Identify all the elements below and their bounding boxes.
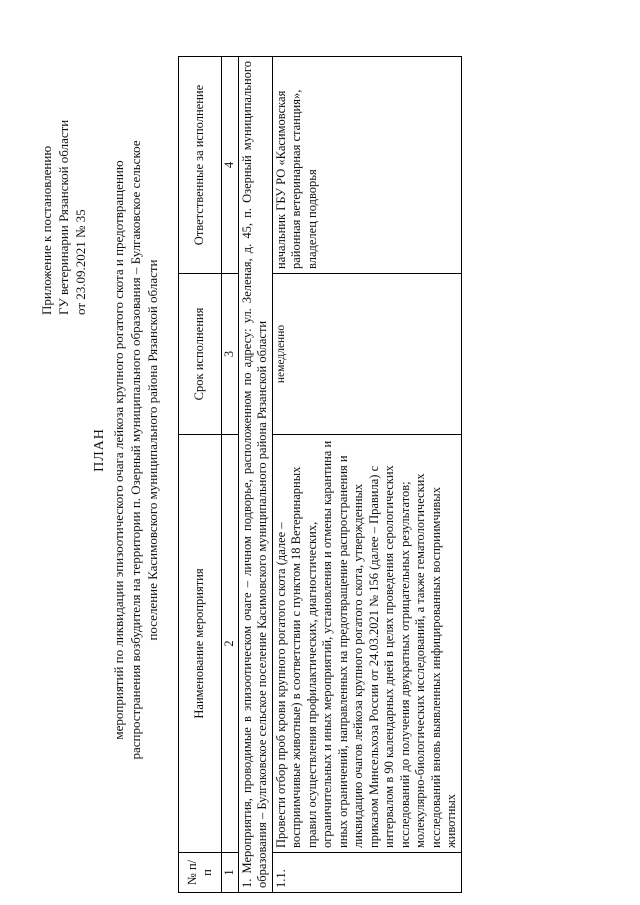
section-row <box>238 57 272 893</box>
column-number: 2 <box>222 435 239 853</box>
row-responsible: начальник ГБУ РО «Касимовская районная ветеринарная станция», владелец подворья <box>272 57 461 274</box>
column-numbers-row <box>222 57 239 893</box>
row-action: Провести отбор проб крови крупного рогатого скота (далее – восприимчивые животные) в соответствии с пунктом 18 Ветеринарных правил осуществления профилактических, диагностических, ограничительных и иных мероприятий, установления и отмены карантина и иных ограничений, направленных на предотвращение распространения и ликвидацию очагов лейкоза крупного рогатого скота, утвержденных приказом Минсельхоза России от 24.03.2021 № 156 (далее – Правила) с интервалом в 90 календарных дней в целях проведения серологических исследований до получения двукратных отрицательных результатов; молекулярно-биологических исследований, а также гематологических исследований вновь выявленных инфицированных восприимчивых животных <box>272 435 461 853</box>
table-header-row <box>179 57 222 893</box>
plan-table <box>178 56 462 893</box>
column-number: 4 <box>222 57 239 274</box>
row-number: 1.1. <box>272 853 461 893</box>
appendix-line: Приложение к постановлению <box>39 145 54 315</box>
subtitle-line: поселение Касимовского муниципального района Рязанской области <box>145 259 160 641</box>
appendix-line: от 23.09.2021 № 35 <box>73 209 88 315</box>
column-number: 1 <box>222 853 239 893</box>
subtitle-line: мероприятий по ликвидации эпизоотического очага лейкоза крупного рогатого скота и предотвращению <box>111 160 126 740</box>
row-term: немедленно <box>272 274 461 435</box>
document-title: ПЛАН <box>92 428 107 472</box>
document-subtitle <box>110 50 161 850</box>
column-header-term: Срок исполнения <box>179 274 222 435</box>
section-title: 1. Мероприятия, проводимые в эпизоотическом очаге – личном подворье, расположенном по адресу: ул. Зеленая, д. 45, п. Озерный муниципального образования – Булгаковское сельское поселение Касимовского муниципального района Рязанской области <box>238 57 272 893</box>
subtitle-line: распространения возбудителя на территории п. Озерный муниципального образования – Булгаковское сельское <box>128 140 143 760</box>
table-row <box>272 57 461 893</box>
column-header-number: № п/п <box>179 853 222 893</box>
appendix-line: ГУ ветеринарии Рязанской области <box>56 119 71 315</box>
column-header-action: Наименование мероприятия <box>179 435 222 853</box>
appendix-note <box>38 15 89 315</box>
column-number: 3 <box>222 274 239 435</box>
column-header-responsible: Ответственные за исполнение <box>179 57 222 274</box>
